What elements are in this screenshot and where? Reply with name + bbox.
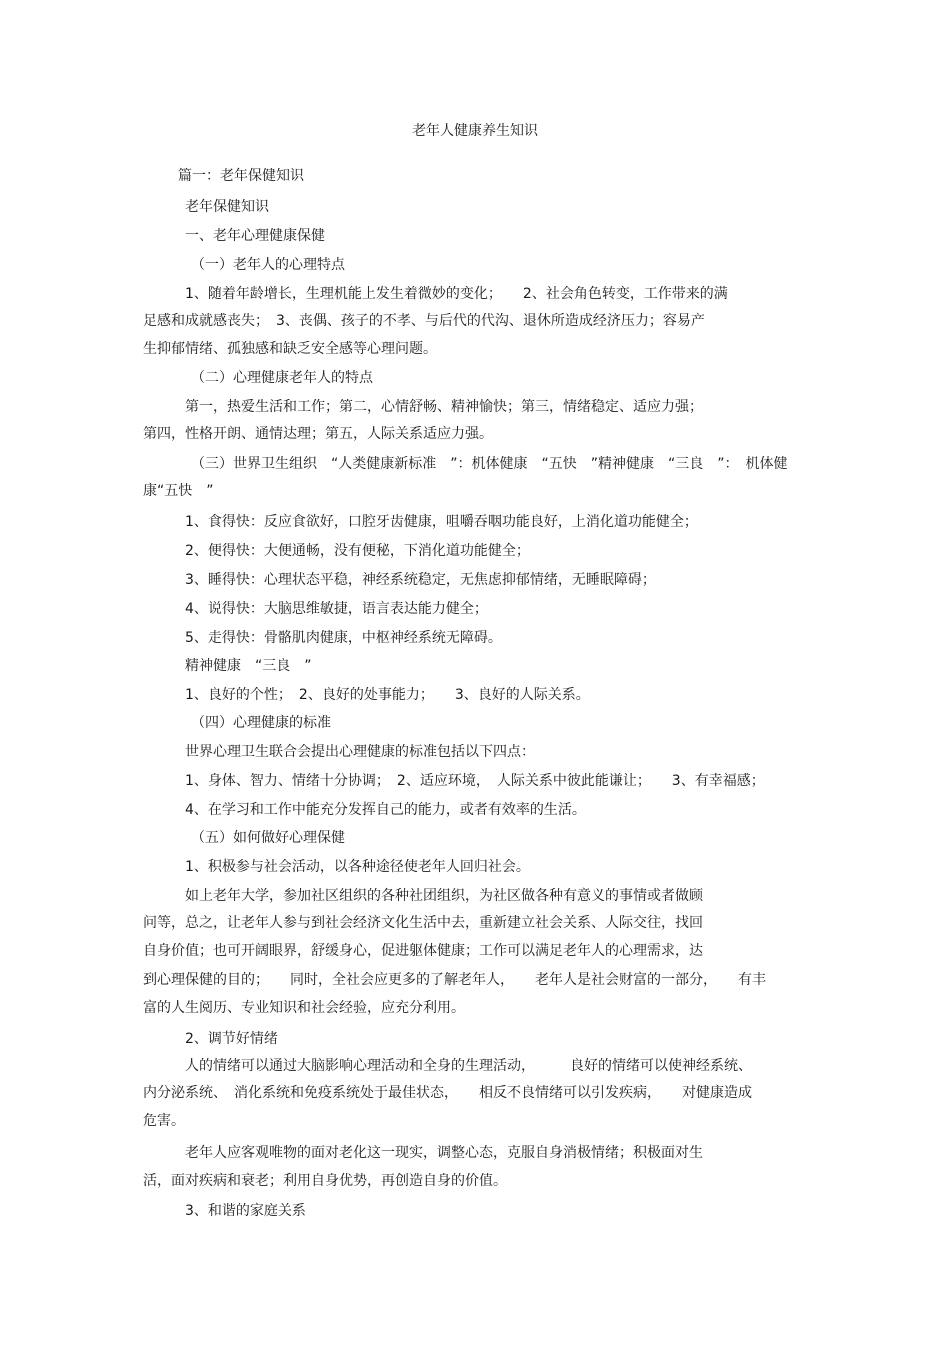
section-heading: 老年保健知识 <box>185 199 269 215</box>
paragraph-line: 内分泌系统、 消化系统和免疫系统处于最佳状态， 相反不良情绪可以引发疾病， 对健康造成 <box>143 1085 752 1101</box>
subsection-heading: （一）老年人的心理特点 <box>191 257 345 273</box>
list-item: 2、便得快：大便通畅，没有便秘，下消化道功能健全； <box>185 543 530 559</box>
list-item: 4、在学习和工作中能充分发挥自己的能力，或者有效率的生活。 <box>185 802 586 818</box>
paragraph-line: 问等，总之，让老年人参与到社会经济文化生活中去，重新建立社会关系、人际交往，找回 <box>143 915 703 931</box>
paragraph-line: 世界心理卫生联合会提出心理健康的标准包括以下四点： <box>185 744 535 760</box>
paragraph-line: 康“五快 ” <box>143 483 214 499</box>
paragraph-line: 活，面对疾病和衰老；利用自身优势，再创造自身的价值。 <box>143 1173 507 1189</box>
list-item: 5、走得快：骨骼肌肉健康，中枢神经系统无障碍。 <box>185 630 502 646</box>
list-item: 1、良好的个性； 2、良好的处事能力； 3、良好的人际关系。 <box>185 687 590 703</box>
paragraph-line: 生抑郁情绪、孤独感和缺乏安全感等心理问题。 <box>143 341 437 357</box>
paragraph-line: 1、随着年龄增长，生理机能上发生着微妙的变化； 2、社会角色转变，工作带来的满 <box>185 286 728 302</box>
subsection-heading: （四）心理健康的标准 <box>191 715 331 731</box>
paragraph-line: 老年人应客观唯物的面对老化这一现实，调整心态，克服自身消极情绪；积极面对生 <box>185 1145 703 1161</box>
paragraph-line: 富的人生阅历、专业知识和社会经验，应充分利用。 <box>143 1000 465 1016</box>
list-item: 4、说得快：大脑思维敏捷，语言表达能力健全； <box>185 601 488 617</box>
chapter-heading: 篇一：老年保健知识 <box>178 168 304 184</box>
list-item: 3、和谐的家庭关系 <box>185 1203 306 1219</box>
paragraph-line: 如上老年大学，参加社区组织的各种社团组织，为社区做各种有意义的事情或者做顾 <box>185 888 703 904</box>
subsection-heading: （五）如何做好心理保健 <box>191 830 345 846</box>
paragraph-line: 第一，热爱生活和工作；第二，心情舒畅、精神愉快；第三，情绪稳定、适应力强； <box>185 399 703 415</box>
page-title: 老年人健康养生知识 <box>412 123 538 139</box>
section-heading: 精神健康 “三良 ” <box>185 658 312 674</box>
paragraph-line: 足感和成就感丧失； 3、丧偶、孩子的不孝、与后代的代沟、退休所造成经济压力；容易产 <box>143 313 705 329</box>
paragraph-line: 自身价值；也可开阔眼界，舒缓身心，促进躯体健康；工作可以满足老年人的心理需求，达 <box>143 943 703 959</box>
paragraph-line: 到心理保健的目的； 同时，全社会应更多的了解老年人， 老年人是社会财富的一部分， 有丰 <box>143 972 766 988</box>
list-item: 1、积极参与社会活动，以各种途径使老年人回归社会。 <box>185 859 530 875</box>
list-item: 3、睡得快：心理状态平稳，神经系统稳定，无焦虑抑郁情绪，无睡眠障碍； <box>185 572 656 588</box>
list-item: 1、身体、智力、情绪十分协调； 2、适应环境， 人际关系中彼此能谦让； 3、有幸福感； <box>185 773 765 789</box>
list-item: 2、调节好情绪 <box>185 1031 278 1047</box>
list-item: 1、食得快：反应食欲好，口腔牙齿健康，咀嚼吞咽功能良好，上消化道功能健全； <box>185 514 698 530</box>
paragraph-line: 危害。 <box>143 1113 185 1129</box>
subsection-heading: （二）心理健康老年人的特点 <box>191 370 373 386</box>
section-heading: 一、老年心理健康保健 <box>185 228 325 244</box>
paragraph-line: 第四，性格开朗、通情达理；第五，人际关系适应力强。 <box>143 426 493 442</box>
subsection-heading: （三）世界卫生组织 “人类健康新标准 ”：机体健康 “五快 ”精神健康 “三良 ”： 机体健 <box>191 456 788 472</box>
paragraph-line: 人的情绪可以通过大脑影响心理活动和全身的生理活动， 良好的情绪可以使神经系统、 <box>185 1058 752 1074</box>
